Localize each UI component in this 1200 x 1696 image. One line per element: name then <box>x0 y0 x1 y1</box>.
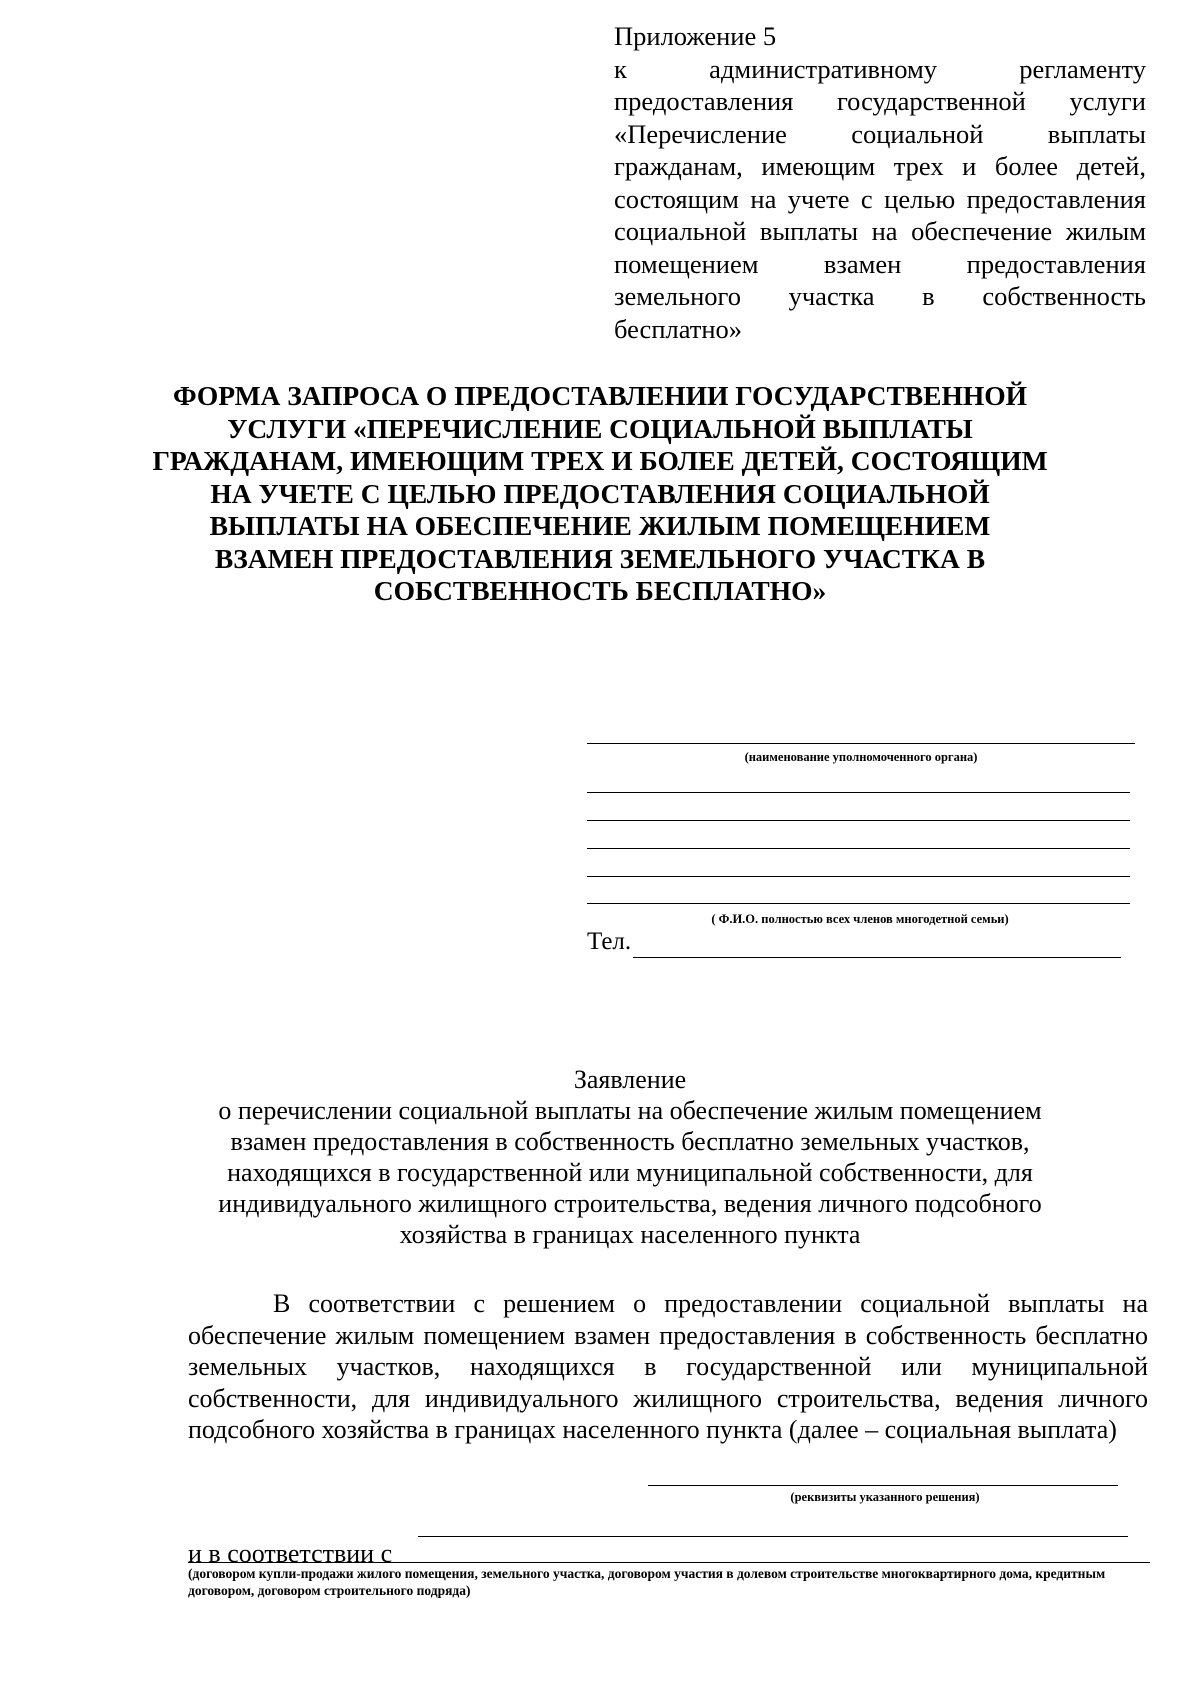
family-field-line-2[interactable] <box>587 820 1130 821</box>
statement-heading: Заявление <box>573 1065 687 1094</box>
contract-field-line[interactable] <box>188 1562 1150 1563</box>
statement-paragraph: В соответствии с решением о предоставлении социальной выплаты на обеспечение жилым помещением взамен предоставления в собственность бесплатно земельных участков, находящихся в государственной или муниципальной собственности, для индивидуального жилищного строительства, ведения личного подсобного хозяйства в границах населенного пункта (далее – социальная выплата) <box>188 1289 1148 1444</box>
contract-footnote: (договором купли-продажи жилого помещения, земельного участка, договором участия в долевом строительстве многоквартирного дома, кредитным договором, договором строительного подряда) <box>188 1566 1106 1598</box>
statement-heading-block <box>190 1064 1070 1250</box>
family-field-line-5[interactable] <box>587 903 1130 904</box>
appendix-title: Приложение 5 <box>614 21 777 51</box>
family-field-line-3[interactable] <box>587 848 1130 849</box>
phone-field-line[interactable] <box>633 957 1121 958</box>
appendix-block <box>614 20 1146 345</box>
phone-label: Тел. <box>587 928 632 955</box>
family-field-line-4[interactable] <box>587 876 1130 877</box>
appendix-body: к административному регламенту предоставления государственной услуги «Перечисление социальной выплаты гражданам, имеющим трех и более детей, состоящим на учете с целью предоставления социальной выплаты на обеспечение жилым помещением взамен предоставления земельного участка в собственность бесплатно» <box>614 53 1146 344</box>
authority-field-line[interactable] <box>587 743 1135 744</box>
family-caption: ( Ф.И.О. полностью всех членов многодетной семьи) <box>711 912 1009 926</box>
decision-field-line[interactable] <box>648 1485 1118 1486</box>
statement-subject: о перечислении социальной выплаты на обеспечение жилым помещением взамен предоставления в собственность бесплатно земельных участков, находящихся в государственной или муниципальной собственности, для индивидуального жилищного строительства, ведения личного подсобного хозяйства в границах населенного пункта <box>218 1096 1042 1249</box>
accordance-field-line[interactable] <box>418 1536 1128 1537</box>
family-field-line-1[interactable] <box>587 792 1130 793</box>
decision-caption: (реквизиты указанного решения) <box>790 1490 980 1504</box>
authority-caption: (наименование уполномоченного органа) <box>744 750 978 764</box>
form-title: ФОРМА ЗАПРОСА О ПРЕДОСТАВЛЕНИИ ГОСУДАРСТВЕННОЙ УСЛУГИ «ПЕРЕЧИСЛЕНИЕ СОЦИАЛЬНОЙ ВЫПЛАТЫ ГРАЖДАНАМ, ИМЕЮЩИМ ТРЕХ И БОЛЕЕ ДЕТЕЙ, СОСТОЯЩИМ НА УЧЕТЕ С ЦЕЛЬЮ ПРЕДОСТАВЛЕНИЯ СОЦИАЛЬНОЙ ВЫПЛАТЫ НА ОБЕСПЕЧЕНИЕ ЖИЛЫМ ПОМЕЩЕНИЕМ ВЗАМЕН ПРЕДОСТАВЛЕНИЯ ЗЕМЕЛЬНОГО УЧАСТКА В СОБСТВЕННОСТЬ БЕСПЛАТНО» <box>152 380 1048 606</box>
accordance-label: и в соответствии с <box>188 1539 393 1568</box>
